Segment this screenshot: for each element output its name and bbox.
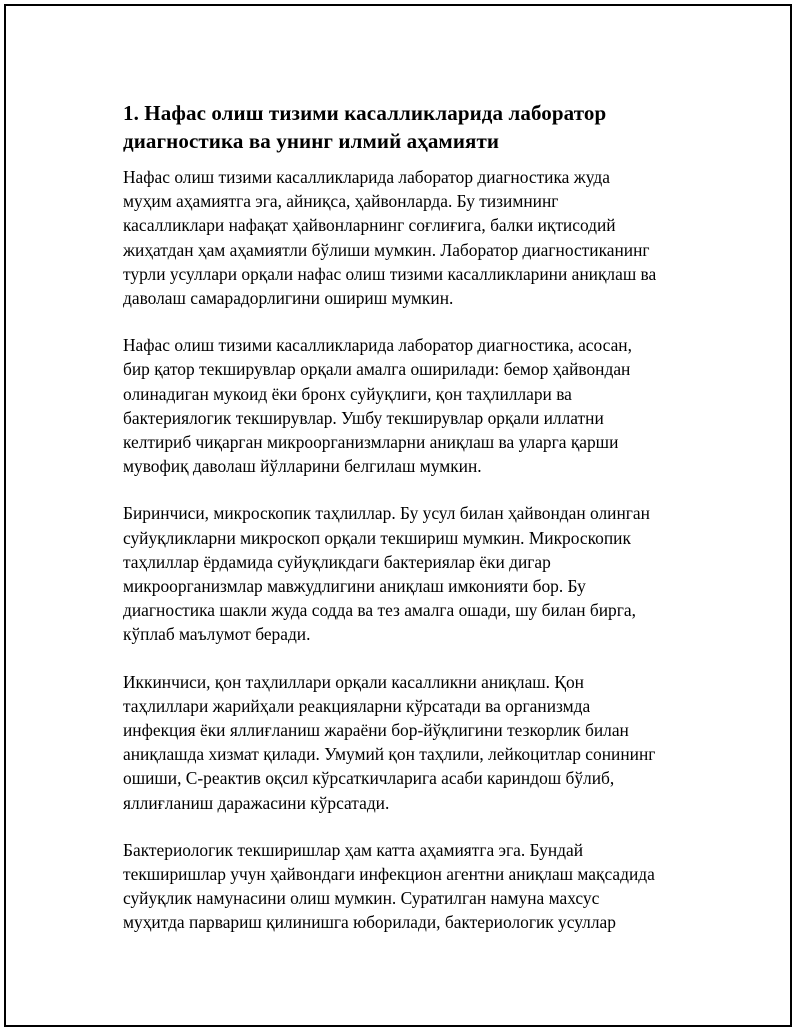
paragraph-microscopy: Биринчиси, микроскопик таҳлиллар. Бу усул билан ҳайвондан олинган суйуқликларни микроскоп орқали текшириш мумкин. Микроскопик таҳлиллар ёрдамида суйуқликдаги бактериялар ёки дигар микроорганизмлар мавжудлигини аниқлаш имконияти бор. Бу диагностика шакли жуда содда ва тез амалга ошади, шу билан бирга, кўплаб маълумот беради. [123, 503, 650, 645]
paragraph-intro: Нафас олиш тизими касалликларида лаборатор диагностика жуда муҳим аҳамиятга эга, айниқса, ҳайвонларда. Бу тизимнинг касалликлари нафақат ҳайвонларнинг соғлиғига, балки иқтисодий жиҳатдан ҳам аҳамиятли бўлиши мумкин. Лаборатор диагностиканинг турли усуллари орқали нафас олиш тизими касалликларини аниқлаш ва даволаш самарадорлигини ошириш мумкин. [123, 167, 657, 309]
section-title: 1. Нафас олиш тизими касалликларида лаборатор диагностика ва унинг илмий аҳамияти [123, 101, 607, 153]
page-frame [4, 4, 792, 1027]
paragraph-methods: Нафас олиш тизими касалликларида лаборатор диагностика, асосан, бир қатор текширувлар орқали амалга оширилади: бемор ҳайвондан олинадиган мукоид ёки бронх суйуқлиги, қон таҳлиллари ва бактериялогик текширувлар. Ушбу текширувлар орқали иллатни келтириб чиқарган микроорганизмларни аниқлаш ва уларга қарши мувофиқ даволаш йўлларини белгилаш мумкин. [123, 335, 632, 477]
paragraph-blood-tests: Иккинчиси, қон таҳлиллари орқали касалликни аниқлаш. Қон таҳлиллари жарийҳали реакцияларни кўрсатади ва организмда инфекция ёки яллиғланиш жараёни бор-йўқлигини тезкорлик билан аниқлашда хизмат қилади. Умумий қон таҳлили, лейкоцитлар сонининг ошиши, С-реактив оқсил кўрсаткичларига асаби кариндош бўлиб, яллиғланиш даражасини кўрсатади. [123, 671, 656, 813]
document-body [123, 99, 703, 958]
paragraph-bacteriology: Бактериологик текширишлар ҳам катта аҳамиятга эга. Бундай текширишлар учун ҳайвондаги инфекцион агентни аниқлаш мақсадида суйуқлик намунасини олиш мумкин. Суратилган намуна махсус муҳитда парвариш қилинишга юборилади, бактериологик усуллар [123, 839, 655, 933]
